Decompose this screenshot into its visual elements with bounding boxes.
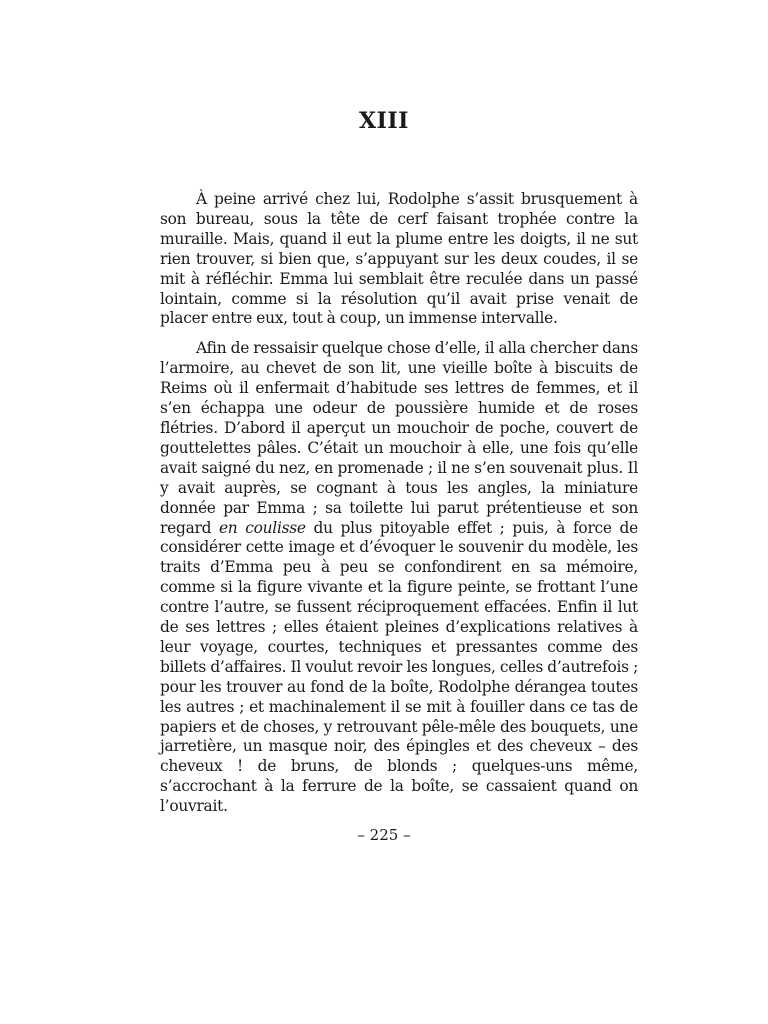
paragraph-2-text-end: du plus pitoyable effet ; puis, à force de considérer cette image et d’évoquer le souvenir du modèle, les traits d’Emma peu à peu se confondirent en sa mémoire, comme si la figure vivante et la figure peinte, se frottant l’une contre l’autre, se fussent réciproquement effacées. Enfin il lut de ses lettres ; elles étaient pleines d’explications relatives à leur voyage, courtes, techniques et pressantes comme des billets d’affaires. Il voulut revoir les longues, celles d’autrefois ; pour les trouver au fond de la boîte, Rodolphe dérangea toutes les autres ; et machinalement il se mit à fouiller dans ce tas de papiers et de choses, y retrouvant pêle-mêle des bouquets, une jarretière, un masque noir, des épingles et des cheveux – des cheveux ! de bruns, de blonds ; quelques-uns même, s’accrochant à la ferrure de la boîte, se cassaient quand on l’ouvrait.: [160, 518, 638, 816]
chapter-body: [160, 190, 638, 827]
page-number: – 225 –: [357, 826, 411, 844]
paragraph-2: [160, 339, 638, 817]
paragraph-1: [160, 190, 638, 329]
paragraph-2-text-start: Afin de ressaisir quelque chose d’elle, il alla chercher dans l’armoire, au chevet de son lit, une vieille boîte à biscuits de Reims où il enfermait d’habitude ses lettres de femmes, et il s’en échappa une odeur de poussière humide et de roses flétries. D’abord il aperçut un mouchoir de poche, couvert de gouttelettes pâles. C’était un mouchoir à elle, une fois qu’elle avait saigné du nez, en promenade ; il ne s’en souvenait plus. Il y avait auprès, se cognant à tous les angles, la miniature donnée par Emma ; sa toilette lui parut prétentieuse et son regard: [160, 339, 638, 537]
chapter-title: XIII: [359, 108, 409, 134]
paragraph-2-italic-phrase: en coulisse: [218, 518, 306, 537]
paragraph-1-text: À peine arrivé chez lui, Rodolphe s’assit brusquement à son bureau, sous la tête de cerf faisant trophée contre la muraille. Mais, quand il eut la plume entre les doigts, il ne sut rien trouver, si bien que, s’appuyant sur les deux coudes, il se mit à réfléchir. Emma lui semblait être reculée dans un passé lointain, comme si la résolution qu’il avait prise venait de placer entre eux, tout à coup, un immense intervalle.: [160, 190, 638, 328]
